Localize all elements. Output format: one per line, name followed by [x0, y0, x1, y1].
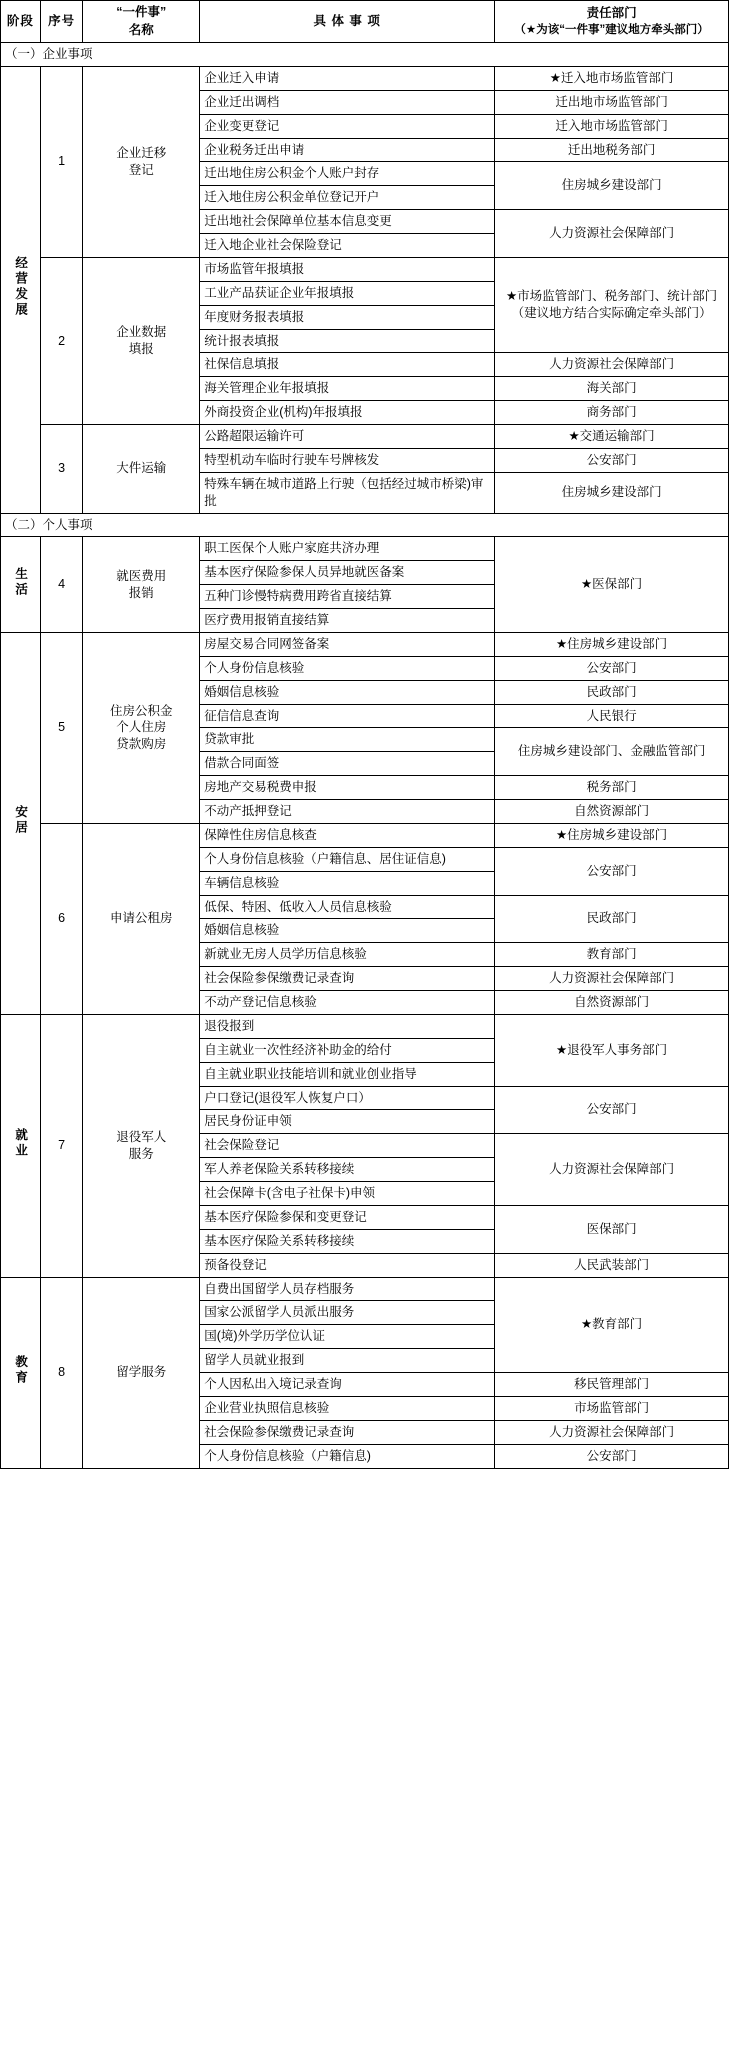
one-thing-name-line: 住房公积金 — [110, 703, 173, 718]
matter-item: 五种门诊慢特病费用跨省直接结算 — [200, 585, 495, 609]
matter-item: 企业迁入申请 — [200, 66, 495, 90]
responsible-department: 公安部门 — [495, 448, 729, 472]
matter-item: 企业变更登记 — [200, 114, 495, 138]
matter-item: 婚姻信息核验 — [200, 919, 495, 943]
responsible-department: 公安部门 — [495, 1086, 729, 1134]
section-header-row — [1, 43, 729, 67]
one-thing-name-line: 登记 — [128, 162, 154, 177]
responsible-department: 教育部门 — [495, 943, 729, 967]
matter-item: 退役报到 — [200, 1014, 495, 1038]
lead-department-star-icon: ★ — [549, 70, 561, 85]
matter-item: 企业迁出调档 — [200, 90, 495, 114]
matter-item: 特型机动车临时行驶车号牌核发 — [200, 448, 495, 472]
header-dept-line2: （★为该“一件事”建议地方牵头部门） — [514, 24, 709, 37]
table-row — [1, 823, 729, 847]
matter-item: 车辆信息核验 — [200, 871, 495, 895]
matter-item: 征信信息查询 — [200, 704, 495, 728]
one-thing-name-line: 填报 — [128, 341, 154, 356]
header-dept — [495, 1, 729, 43]
header-onething — [83, 1, 200, 43]
one-thing-name-line: 退役军人 — [116, 1129, 167, 1144]
matter-item: 户口登记(退役军人恢复户口） — [200, 1086, 495, 1110]
one-thing-name-line: 留学服务 — [116, 1365, 167, 1380]
responsible-department: 商务部门 — [495, 401, 729, 425]
matter-item: 个人身份信息核验（户籍信息、居住证信息) — [200, 847, 495, 871]
header-number: 序号 — [40, 1, 83, 43]
section-title-personal: （二）个人事项 — [1, 513, 729, 537]
responsible-department: 迁入地市场监管部门 — [495, 114, 729, 138]
stage-label: 安居 — [13, 805, 28, 837]
matter-item: 社会保险登记 — [200, 1134, 495, 1158]
matter-item: 新就业无房人员学历信息核验 — [200, 943, 495, 967]
matter-item: 基本医疗保险参保人员异地就医备案 — [200, 561, 495, 585]
responsible-department: 公安部门 — [495, 1444, 729, 1468]
department-label: 医保部门 — [592, 577, 643, 592]
matter-item: 特殊车辆在城市道路上行驶（包括经过城市桥梁)审批 — [200, 472, 495, 513]
matter-item: 统计报表填报 — [200, 329, 495, 353]
group-number: 8 — [40, 1277, 83, 1468]
one-thing-name — [83, 823, 200, 1014]
lead-department-star-icon: ★ — [568, 429, 580, 443]
matter-item: 社保信息填报 — [200, 353, 495, 377]
responsible-department: 自然资源部门 — [495, 800, 729, 824]
matter-item: 低保、特困、低收入人员信息核验 — [200, 895, 495, 919]
matter-item: 迁入地住房公积金单位登记开户 — [200, 186, 495, 210]
responsible-department — [495, 1014, 729, 1086]
one-thing-name — [83, 537, 200, 633]
responsible-department: 民政部门 — [495, 895, 729, 943]
responsible-department: 住房城乡建设部门 — [495, 162, 729, 210]
one-thing-name-line: 企业迁移 — [116, 146, 167, 160]
matter-item: 个人身份信息核验（户籍信息) — [200, 1444, 495, 1468]
table-row — [1, 1014, 729, 1038]
matter-item: 军人养老保险关系转移接续 — [200, 1158, 495, 1182]
department-label: 教育部门 — [592, 1317, 643, 1332]
responsible-department: 人力资源社会保障部门 — [495, 1420, 729, 1444]
matter-item: 社会保障卡(含电子社保卡)申领 — [200, 1182, 495, 1206]
responsible-department: 人力资源社会保障部门 — [495, 210, 729, 258]
responsible-department: 自然资源部门 — [495, 991, 729, 1015]
responsible-department: 海关部门 — [495, 377, 729, 401]
header-onething-line2: 名称 — [128, 22, 154, 37]
matter-item: 保障性住房信息核查 — [200, 823, 495, 847]
responsible-department: 公安部门 — [495, 656, 729, 680]
responsible-department: 迁出地市场监管部门 — [495, 90, 729, 114]
section-title-enterprise: （一）企业事项 — [1, 43, 729, 67]
matter-item: 自费出国留学人员存档服务 — [200, 1277, 495, 1301]
one-thing-name — [83, 257, 200, 424]
responsible-department — [495, 632, 729, 656]
lead-department-star-icon: ★ — [555, 636, 568, 651]
department-label: 市场监管部门、税务部门、统计部门（建议地方结合实际确定牵头部门） — [511, 289, 718, 321]
matter-item: 企业税务迁出申请 — [200, 138, 495, 162]
department-label: 住房城乡建设部门 — [567, 636, 668, 651]
one-thing-name — [83, 66, 200, 257]
responsible-department: 市场监管部门 — [495, 1396, 729, 1420]
stage-cell-settle — [1, 632, 41, 1014]
group-number: 5 — [40, 632, 83, 823]
section-header-row — [1, 513, 729, 537]
matter-item: 社会保险参保缴费记录查询 — [200, 967, 495, 991]
matter-item: 市场监管年报填报 — [200, 257, 495, 281]
matter-item: 基本医疗保险参保和变更登记 — [200, 1205, 495, 1229]
lead-department-star-icon: ★ — [555, 1042, 568, 1057]
table-row — [1, 537, 729, 561]
header-dept-line1: 责任部门 — [586, 5, 637, 20]
group-number: 2 — [40, 257, 83, 424]
group-number: 3 — [40, 425, 83, 514]
matter-item: 国家公派留学人员派出服务 — [200, 1301, 495, 1325]
matter-item: 贷款审批 — [200, 728, 495, 752]
matter-item: 外商投资企业(机构)年报填报 — [200, 401, 495, 425]
lead-department-star-icon: ★ — [580, 1317, 593, 1332]
one-thing-name — [83, 1014, 200, 1277]
matter-item: 不动产抵押登记 — [200, 800, 495, 824]
responsible-department: 人力资源社会保障部门 — [495, 1134, 729, 1206]
matter-item: 个人身份信息核验 — [200, 656, 495, 680]
matter-item: 房屋交易合同网签备案 — [200, 632, 495, 656]
matter-item: 社会保险参保缴费记录查询 — [200, 1420, 495, 1444]
table-header-row — [1, 1, 729, 43]
responsible-department — [495, 66, 729, 90]
matter-item: 工业产品获证企业年报填报 — [200, 281, 495, 305]
matter-item: 国(境)外学历学位认证 — [200, 1325, 495, 1349]
matter-item: 迁出地社会保障单位基本信息变更 — [200, 210, 495, 234]
responsible-department: 迁出地税务部门 — [495, 138, 729, 162]
matter-item: 留学人员就业报到 — [200, 1349, 495, 1373]
stage-label: 就业 — [13, 1127, 28, 1159]
matter-item: 医疗费用报销直接结算 — [200, 609, 495, 633]
matter-item: 房地产交易税费申报 — [200, 776, 495, 800]
matter-item: 不动产登记信息核验 — [200, 991, 495, 1015]
header-stage: 阶段 — [1, 1, 41, 43]
matter-item: 企业营业执照信息核验 — [200, 1396, 495, 1420]
responsible-department — [495, 425, 729, 449]
matter-item: 个人因私出入境记录查询 — [200, 1373, 495, 1397]
one-thing-name — [83, 632, 200, 823]
one-thing-name-line: 申请公租房 — [110, 911, 173, 926]
header-onething-line1: “一件事” — [116, 5, 167, 19]
responsible-department: 移民管理部门 — [495, 1373, 729, 1397]
table-row — [1, 1277, 729, 1301]
responsible-department: 住房城乡建设部门 — [495, 472, 729, 513]
group-number: 1 — [40, 66, 83, 257]
one-thing-name-line: 报销 — [128, 585, 154, 600]
matter-item: 迁入地企业社会保险登记 — [200, 234, 495, 258]
group-number: 6 — [40, 823, 83, 1014]
stage-label: 教育 — [13, 1354, 28, 1386]
stage-label: 生活 — [13, 566, 28, 598]
table-row — [1, 425, 729, 449]
lead-department-star-icon: ★ — [580, 577, 593, 592]
responsible-department: 人力资源社会保障部门 — [495, 353, 729, 377]
matter-item: 基本医疗保险关系转移接续 — [200, 1229, 495, 1253]
stage-cell-employ — [1, 1014, 41, 1277]
responsible-department: 人民银行 — [495, 704, 729, 728]
department-label: 住房城乡建设部门 — [567, 827, 668, 842]
one-thing-name — [83, 1277, 200, 1468]
matter-item: 预备役登记 — [200, 1253, 495, 1277]
matter-item: 居民身份证申领 — [200, 1110, 495, 1134]
responsible-department: 人民武装部门 — [495, 1253, 729, 1277]
matter-item: 婚姻信息核验 — [200, 680, 495, 704]
one-thing-name-line: 个人住房 — [116, 720, 167, 735]
responsible-department: 人力资源社会保障部门 — [495, 967, 729, 991]
responsible-department: 公安部门 — [495, 847, 729, 895]
one-thing-name-line: 贷款购房 — [116, 737, 167, 752]
responsible-department — [495, 257, 729, 353]
matter-item: 职工医保个人账户家庭共济办理 — [200, 537, 495, 561]
table-row — [1, 257, 729, 281]
matter-item: 迁出地住房公积金个人账户封存 — [200, 162, 495, 186]
stage-cell-life — [1, 537, 41, 633]
matter-item: 自主就业职业技能培训和就业创业指导 — [200, 1062, 495, 1086]
matter-item: 自主就业一次性经济补助金的给付 — [200, 1038, 495, 1062]
group-number: 4 — [40, 537, 83, 633]
matter-item: 公路超限运输许可 — [200, 425, 495, 449]
responsible-department — [495, 537, 729, 633]
table-row — [1, 66, 729, 90]
responsible-department: 住房城乡建设部门、金融监管部门 — [495, 728, 729, 776]
responsible-department: 民政部门 — [495, 680, 729, 704]
one-thing-name-line: 就医费用 — [116, 568, 167, 583]
department-label: 交通运输部门 — [579, 429, 655, 443]
header-item: 具 体 事 项 — [200, 1, 495, 43]
matter-item: 海关管理企业年报填报 — [200, 377, 495, 401]
one-thing-name-line: 大件运输 — [116, 461, 167, 476]
stage-cell-business — [1, 66, 41, 513]
matter-item: 借款合同面签 — [200, 752, 495, 776]
stage-label: 经营发展 — [13, 256, 28, 319]
one-thing-name — [83, 425, 200, 514]
lead-department-star-icon: ★ — [555, 827, 568, 842]
department-label: 迁入地市场监管部门 — [560, 70, 674, 85]
lead-department-star-icon: ★ — [505, 289, 518, 304]
responsible-department: 医保部门 — [495, 1205, 729, 1253]
table-row — [1, 632, 729, 656]
group-number: 7 — [40, 1014, 83, 1277]
matter-item: 年度财务报表填报 — [200, 305, 495, 329]
responsible-department — [495, 823, 729, 847]
department-label: 退役军人事务部门 — [567, 1042, 668, 1057]
responsible-department: 税务部门 — [495, 776, 729, 800]
stage-cell-education — [1, 1277, 41, 1468]
responsible-department — [495, 1277, 729, 1373]
one-thing-name-line: 服务 — [128, 1146, 154, 1161]
one-thing-name-line: 企业数据 — [116, 325, 167, 340]
